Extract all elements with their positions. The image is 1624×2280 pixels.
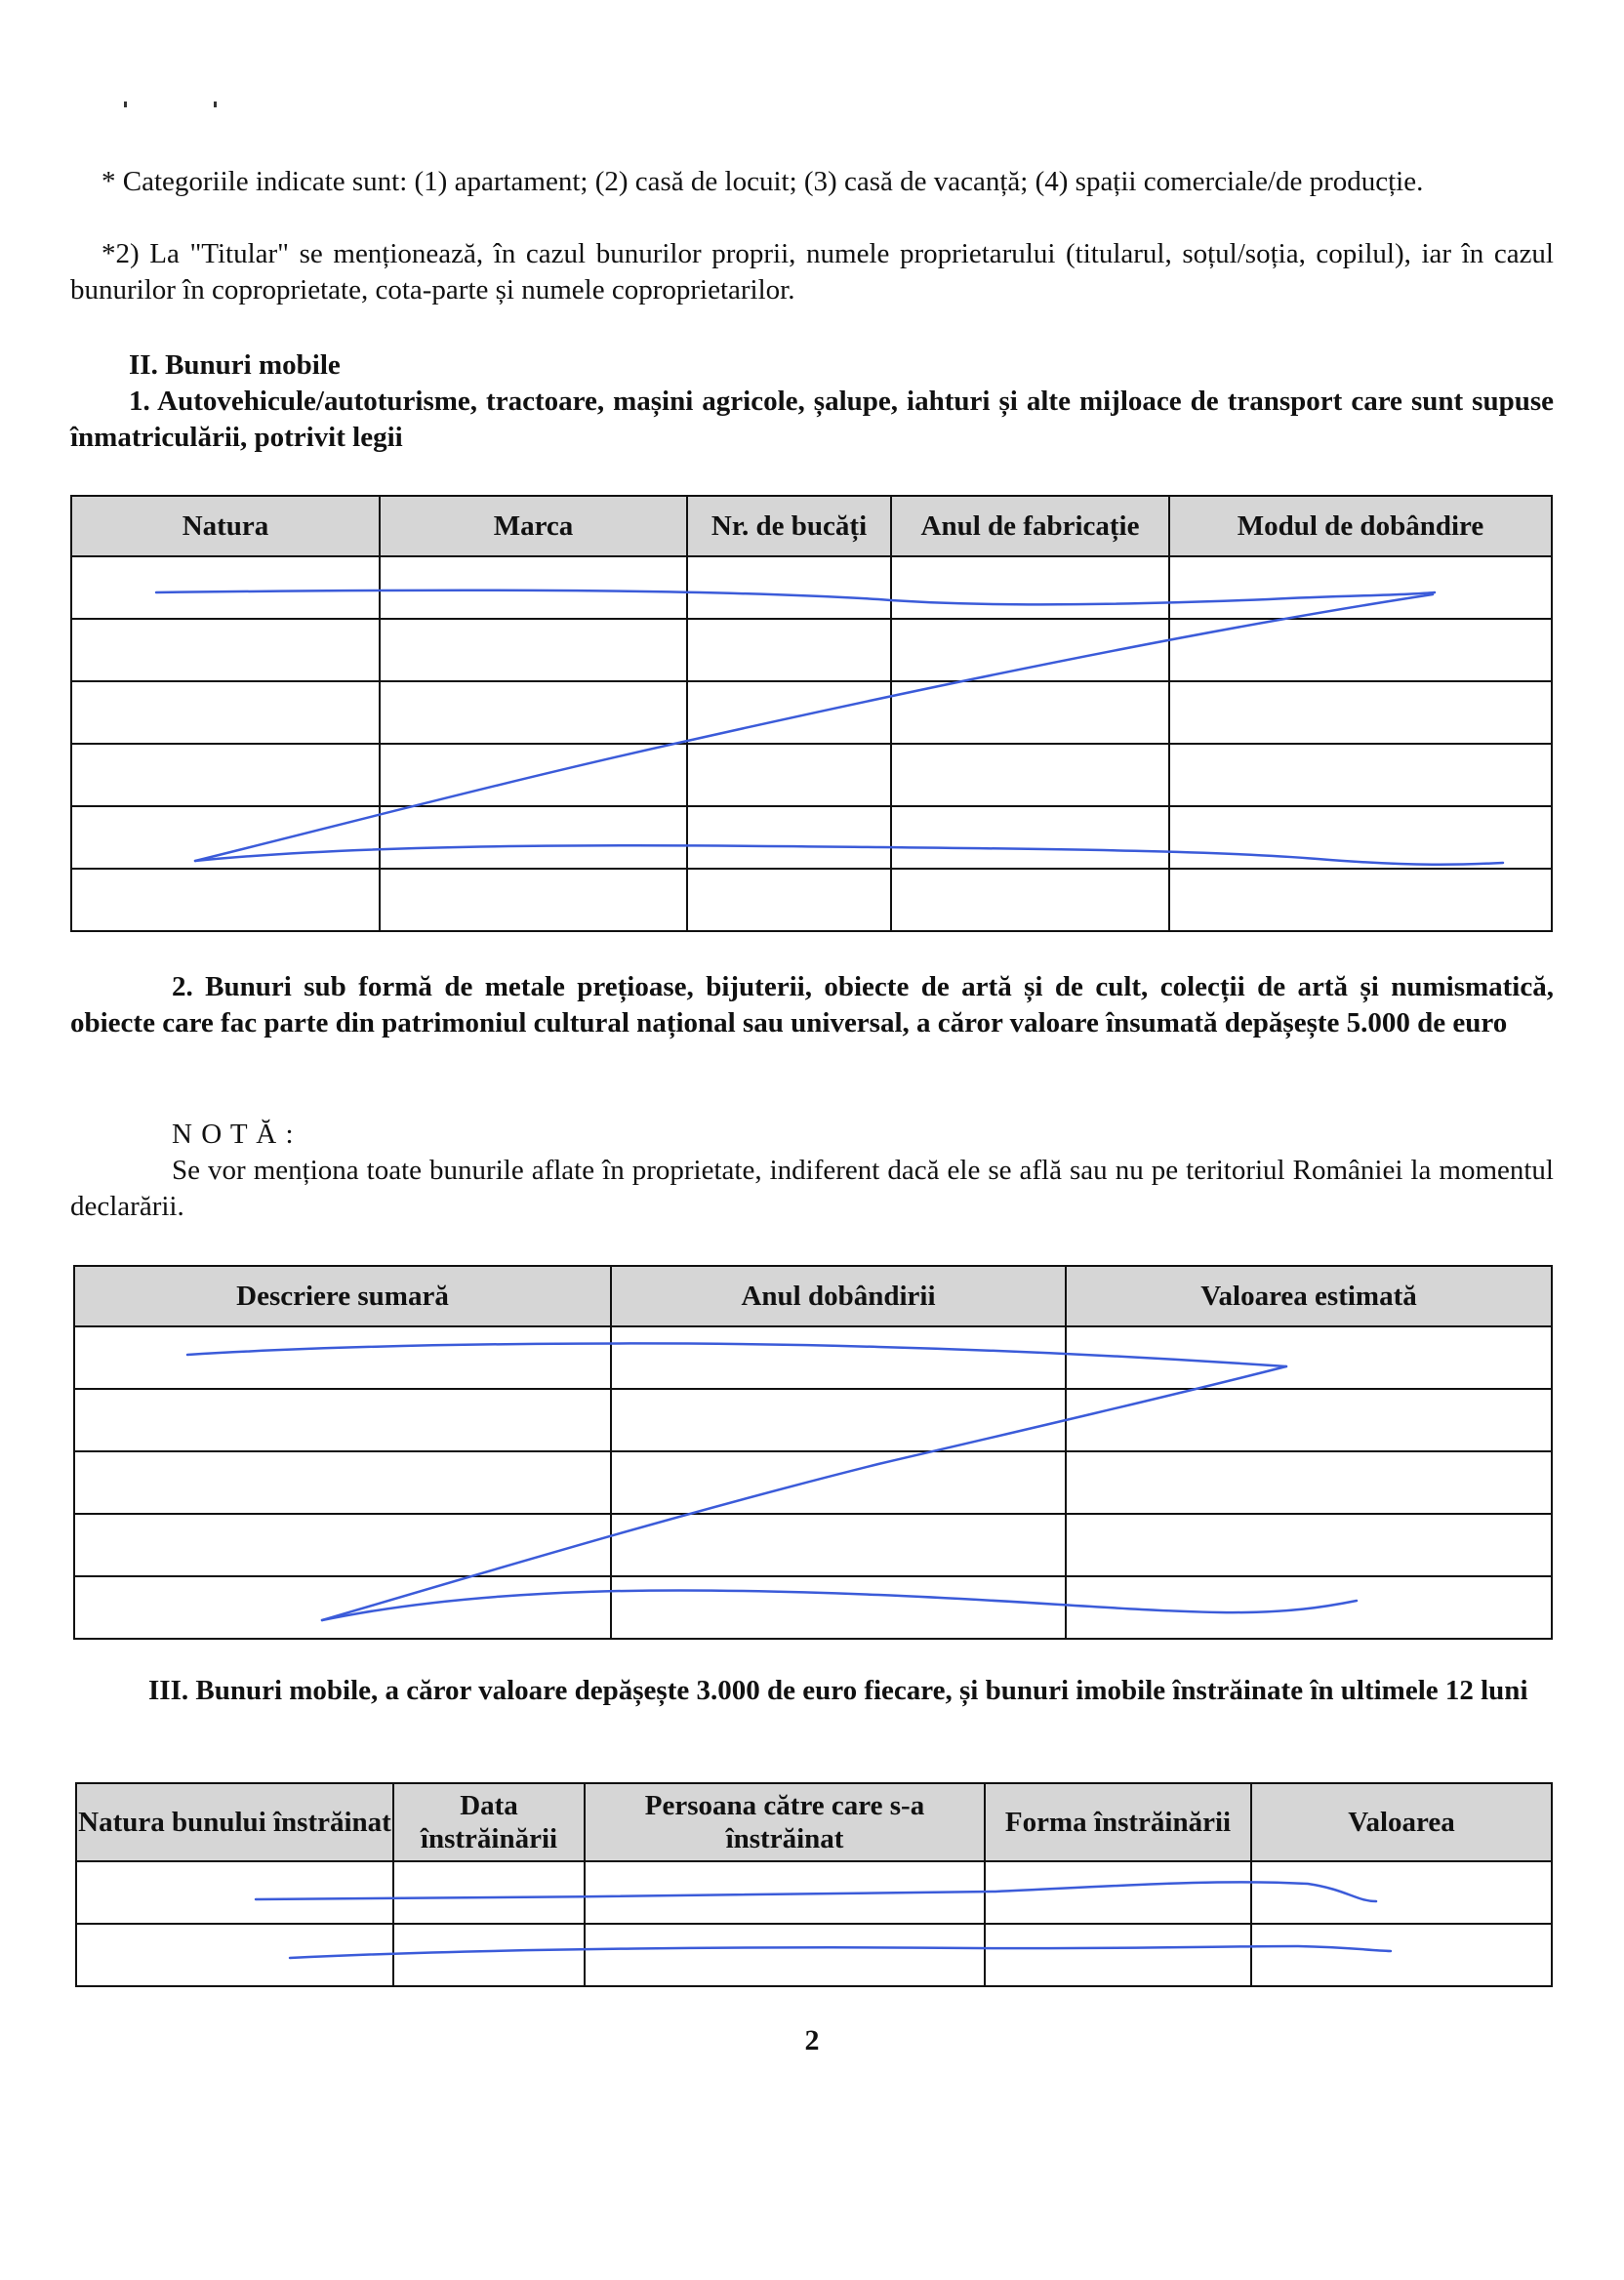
table-cell: [71, 806, 380, 869]
table-cell: [891, 556, 1169, 619]
table-cell: [1169, 619, 1552, 681]
table-row: [71, 556, 1552, 619]
footnote-categories: * Categoriile indicate sunt: (1) apartament; (2) casă de locuit; (3) casă de vacanță; (4) spații comerciale/de producție.: [102, 166, 1424, 197]
col-header-descriere: Descriere sumară: [74, 1266, 611, 1326]
table-row: [74, 1451, 1552, 1514]
section-heading-instrainate: III. Bunuri mobile, a căror valoare depășește 3.000 de euro fiecare, și bunuri imobile înstrăinate în ultimele 12 luni: [148, 1675, 1528, 1706]
subsection-heading-bunuri-pretioase: 2. Bunuri sub formă de metale prețioase, bijuterii, obiecte de artă și de cult, colecții de artă și numismatică, obiecte care fac parte din patrimoniul cultural național sau universal, a căror valoare însumată depășește 5.000 de euro: [70, 971, 1554, 1038]
vehicles-table: [70, 495, 1553, 932]
table-cell: [891, 806, 1169, 869]
footnote-titular: *2) La "Titular" se menționează, în cazul bunurilor proprii, numele proprietarului (titularul, soțul/soția, copilul), iar în cazul bunurilor în coproprietate, cota-parte și numele coproprietarilor.: [70, 238, 1554, 305]
table-cell: [71, 869, 380, 931]
table-cell: [1066, 1389, 1552, 1451]
subsection-heading-vehicule: 1. Autovehicule/autoturisme, tractoare, mașini agricole, șalupe, iahturi și alte mijloace de transport care sunt supuse înmatriculării, potrivit legii: [70, 386, 1554, 453]
table-cell: [687, 556, 891, 619]
table-cell: [611, 1451, 1066, 1514]
table-cell: [611, 1326, 1066, 1389]
table-cell: [380, 556, 687, 619]
table-cell: [76, 1924, 393, 1986]
alienated-assets-table: [75, 1782, 1553, 1987]
scan-speck: [124, 102, 127, 107]
col-header-valoarea: Valoarea: [1251, 1783, 1552, 1861]
table-header-row: [76, 1783, 1552, 1861]
table-cell: [1169, 806, 1552, 869]
table-cell: [891, 869, 1169, 931]
table-cell: [74, 1576, 611, 1639]
table-cell: [985, 1861, 1251, 1924]
table-cell: [687, 681, 891, 744]
table-cell: [687, 869, 891, 931]
table-cell: [380, 681, 687, 744]
table-cell: [74, 1326, 611, 1389]
col-header-modul-dobandire: Modul de dobândire: [1169, 496, 1552, 556]
table-cell: [74, 1389, 611, 1451]
table-cell: [891, 744, 1169, 806]
table-header-row: [71, 496, 1552, 556]
table-cell: [380, 806, 687, 869]
table-header-row: [74, 1266, 1552, 1326]
table-cell: [1251, 1861, 1552, 1924]
page-number: 2: [804, 2024, 820, 2056]
table-cell: [891, 619, 1169, 681]
table-cell: [71, 744, 380, 806]
table-row: [76, 1861, 1552, 1924]
table-cell: [687, 744, 891, 806]
table-row: [71, 744, 1552, 806]
table-cell: [1066, 1326, 1552, 1389]
table-cell: [71, 681, 380, 744]
col-header-natura: Natura: [71, 496, 380, 556]
table-cell: [380, 869, 687, 931]
table-cell: [585, 1924, 985, 1986]
table-cell: [1251, 1924, 1552, 1986]
table-cell: [74, 1451, 611, 1514]
table-row: [71, 806, 1552, 869]
table-row: [74, 1514, 1552, 1576]
table-row: [74, 1326, 1552, 1389]
table-cell: [76, 1861, 393, 1924]
table-cell: [1066, 1576, 1552, 1639]
table-cell: [611, 1576, 1066, 1639]
table-row: [71, 619, 1552, 681]
table-cell: [585, 1861, 985, 1924]
table-cell: [393, 1861, 585, 1924]
table-cell: [611, 1514, 1066, 1576]
table-cell: [611, 1389, 1066, 1451]
col-header-anul-fabricatie: Anul de fabricație: [891, 496, 1169, 556]
col-header-data-instrainarii: Data înstrăinării: [393, 1783, 585, 1861]
table-cell: [393, 1924, 585, 1986]
table-cell: [1169, 556, 1552, 619]
table-row: [74, 1389, 1552, 1451]
table-row: [76, 1924, 1552, 1986]
nota-text: Se vor menționa toate bunurile aflate în proprietate, indiferent dacă ele se află sau nu pe teritoriul României la momentul declarării.: [70, 1155, 1554, 1222]
table-cell: [1169, 744, 1552, 806]
table-cell: [687, 619, 891, 681]
table-cell: [985, 1924, 1251, 1986]
col-header-marca: Marca: [380, 496, 687, 556]
table-row: [71, 869, 1552, 931]
table-cell: [380, 619, 687, 681]
table-cell: [1066, 1451, 1552, 1514]
table-cell: [74, 1514, 611, 1576]
table-row: [71, 681, 1552, 744]
table-cell: [1066, 1514, 1552, 1576]
valuables-table: [73, 1265, 1553, 1640]
nota-title: N O T Ă :: [172, 1119, 295, 1150]
col-header-forma-instrainarii: Forma înstrăinării: [985, 1783, 1251, 1861]
table-cell: [71, 619, 380, 681]
table-cell: [687, 806, 891, 869]
table-cell: [380, 744, 687, 806]
col-header-valoarea-estimata: Valoarea estimată: [1066, 1266, 1552, 1326]
col-header-persoana: Persoana către care s-a înstrăinat: [585, 1783, 985, 1861]
col-header-anul-dobandirii: Anul dobândirii: [611, 1266, 1066, 1326]
table-cell: [1169, 869, 1552, 931]
col-header-natura-bunului: Natura bunului înstrăinat: [76, 1783, 393, 1861]
table-row: [74, 1576, 1552, 1639]
scan-speck: [214, 102, 217, 107]
table-cell: [891, 681, 1169, 744]
col-header-nr-bucati: Nr. de bucăți: [687, 496, 891, 556]
table-cell: [71, 556, 380, 619]
table-cell: [1169, 681, 1552, 744]
section-heading-bunuri-mobile: II. Bunuri mobile: [129, 349, 341, 381]
